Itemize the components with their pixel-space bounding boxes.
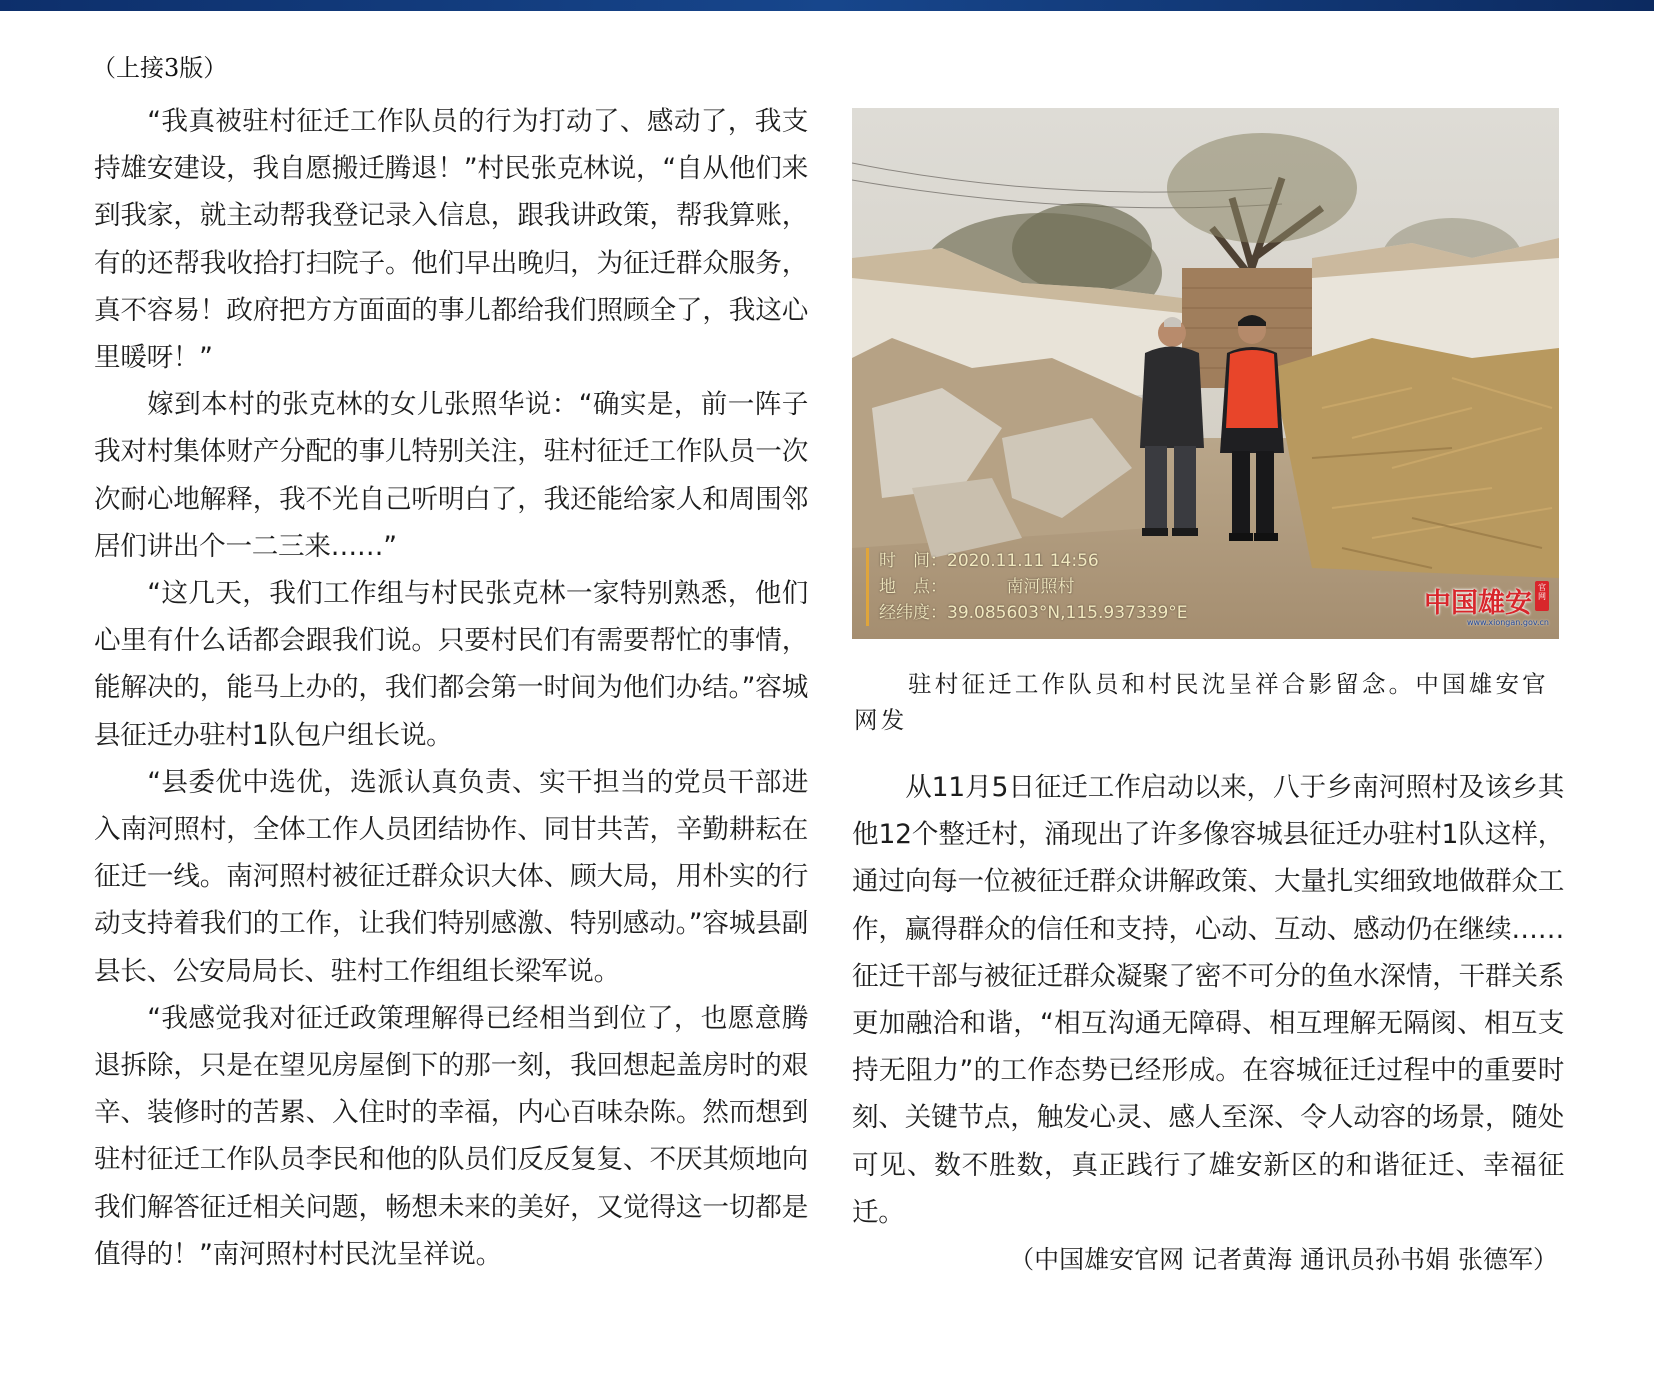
header-bar <box>0 0 1654 11</box>
article-byline: （中国雄安官网 记者黄海 通讯员孙书娟 张德军） <box>1009 1245 1558 1275</box>
photo-caption: 驻村征迁工作队员和村民沈呈祥合影留念。中国雄安官网发 <box>854 670 1549 734</box>
article-paragraph: “县委优中选优，选派认真负责、实干担当的党员干部进入南河照村，全体工作人员团结协作、同甘共苦，辛勤耕耘在征迁一线。南河照村被征迁群众识大体、顾大局，用朴实的行动支持着我们的工作，让我们特别感激、特别感动。”容城县副县长、公安局局长、驻村工作组组长梁军说。 <box>94 766 808 987</box>
logo-text: 中国雄安 <box>1424 588 1532 619</box>
article-right-column <box>852 764 1564 1283</box>
news-photo <box>852 108 1559 639</box>
article-paragraph: “我感觉我对征迁政策理解得已经相当到位了，也愿意腾退拆除，只是在望见房屋倒下的那一刻，我回想起盖房时的艰辛、装修时的苦累、入住时的幸福，内心百味杂陈。然而想到驻村征迁工作队员李民和他的队员们反反复复、不厌其烦地向我们解答征迁相关问题，畅想未来的美好，又觉得这一切都是值得的！”南河照村村民沈呈祥说。 <box>94 1002 808 1270</box>
stamp-place: 地 点： 南河照村 <box>879 577 1075 597</box>
logo-url: www.xiongan.gov.cn <box>1466 618 1549 627</box>
article-paragraph: “这几天，我们工作组与村民张克林一家特别熟悉，他们心里有什么话都会跟我们说。只要村民们有需要帮忙的事情，能解决的，能马上办的，我们都会第一时间为他们办结。”容城县征迁办驻村1队包户组长说。 <box>94 578 808 751</box>
xiongan-logo <box>1424 581 1549 627</box>
logo-seal: 官网 <box>1535 581 1549 611</box>
stamp-time: 时 间：2020.11.11 14:56 <box>879 551 1099 571</box>
article-paragraph: “我真被驻村征迁工作队员的行为打动了、感动了，我支持雄安建设，我自愿搬迁腾退！”村民张克林说，“自从他们来到我家，就主动帮我登记录入信息，跟我讲政策，帮我算账，有的还帮我收拾打扫院子。他们早出晚归，为征迁群众服务，真不容易！政府把方方面面的事儿都给我们照顾全了，我这心里暖呀！” <box>94 106 808 374</box>
continued-from-label: （上接3版） <box>92 54 228 82</box>
article-paragraph: 嫁到本村的张克林的女儿张照华说：“确实是，前一阵子我对村集体财产分配的事儿特别关注，驻村征迁工作队员一次次耐心地解释，我不光自己听明白了，我还能给家人和周围邻居们讲出个一二三来……” <box>94 389 808 562</box>
stamp-coordinates: 经纬度：39.085603°N,115.937339°E <box>879 603 1188 623</box>
article-paragraph: 从11月5日征迁工作启动以来，八于乡南河照村及该乡其他12个整迁村，涌现出了许多像容城县征迁办驻村1队这样，通过向每一位被征迁群众讲解政策、大量扎实细致地做群众工作，赢得群众的信任和支持，心动、互动、感动仍在继续……征迁干部与被征迁群众凝聚了密不可分的鱼水深情，干群关系更加融洽和谐，“相互沟通无障碍、相互理解无隔阂、相互支持无阻力”的工作态势已经形成。在容城征迁过程中的重要时刻、关键节点，触发心灵、感人至深、令人动容的场景，随处可见、数不胜数，真正践行了雄安新区的和谐征迁、幸福征迁。 <box>852 772 1564 1228</box>
article-left-column <box>94 98 808 1278</box>
photo-watermark-stamp <box>866 548 1188 626</box>
